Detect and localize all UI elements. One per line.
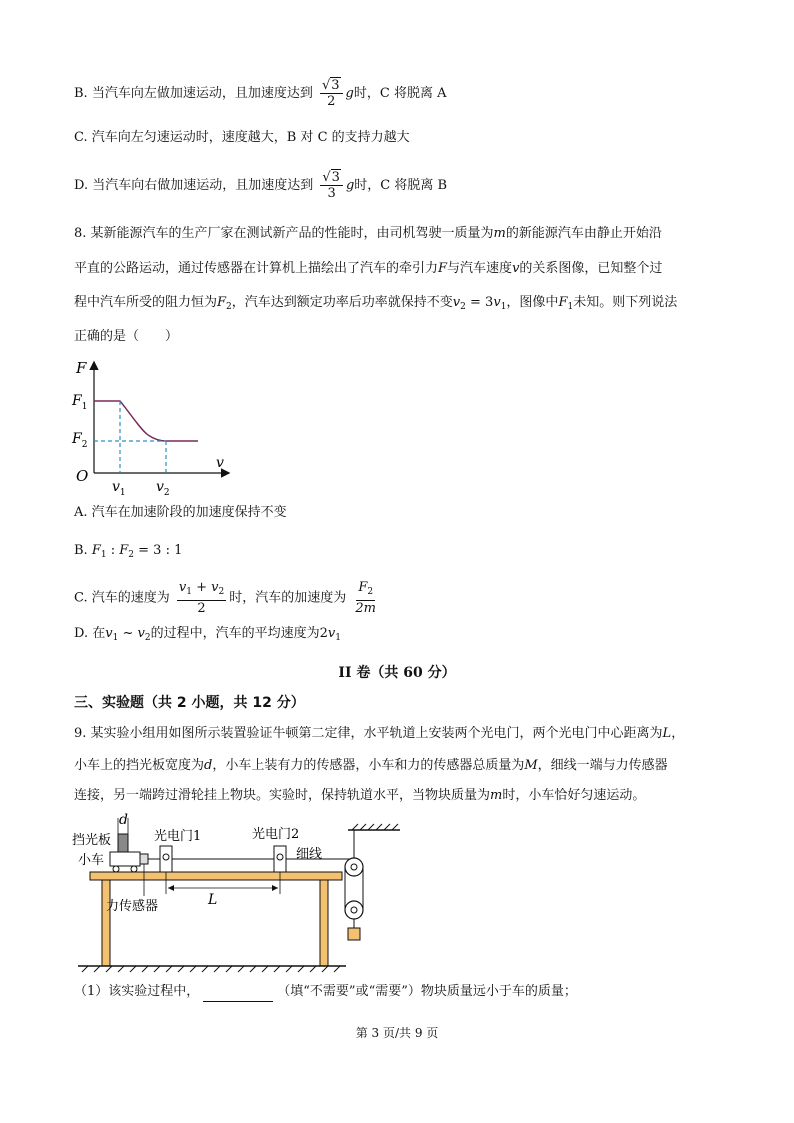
fraction: $\frac{√3}{2}$: [320, 78, 343, 109]
table-top: [90, 872, 342, 880]
option-8b: B. $F_1$ : $F_2 = 3$ : 1: [74, 543, 183, 560]
label-v1: $v_1$: [112, 479, 126, 495]
table-leg-right: [320, 880, 328, 966]
label-car: 小车: [78, 853, 105, 868]
label-F2: $F_2$: [72, 431, 88, 450]
label-v2: $v_2$: [156, 479, 170, 495]
force-velocity-graph: [70, 355, 240, 495]
q9-line2: 小车上的挡光板宽度为d，小车上装有力的传感器，小车和力的传感器总质量为M，细线一端与力传感器: [74, 758, 668, 773]
table-leg-left: [102, 880, 110, 966]
q9-line3: 连接，另一端跨过滑轮挂上物块。实验时，保持轨道水平，当物块质量为m时，小车恰好匀速运动。: [74, 788, 646, 803]
curve: [94, 401, 198, 441]
fraction: $\frac{√3}{3}$: [320, 170, 343, 201]
q8-line1: 8. 某新能源汽车的生产厂家在测试新产品的性能时，由司机驾驶一质量为m的新能源汽车由静止开始沿: [74, 226, 662, 241]
label-shield: 挡光板: [72, 833, 112, 848]
answer-blank[interactable]: [203, 987, 273, 1002]
part-heading: II 卷（共 60 分）: [338, 665, 456, 681]
label-v: v: [216, 455, 224, 471]
option-7b: B. 当汽车向左做加速运动，且加速度达到 $\frac{√3}{2}$ g时，C 将脱离 A: [74, 78, 447, 109]
option-8d: D. 在$v_1$ ~ $v_2$的过程中，汽车的平均速度为$2v_1$: [74, 626, 341, 643]
fraction: $\frac{F_2}{2m}$: [355, 580, 377, 616]
q9-sub1: （1）该实验过程中， （填“不需要”或“需要”）物块质量远小于车的质量；: [74, 982, 577, 1002]
apparatus-figure: [70, 810, 420, 975]
label-d: d: [119, 812, 128, 828]
hanging-block: [348, 928, 360, 940]
cart: [110, 852, 140, 866]
option-7d: D. 当汽车向右做加速运动，且加速度达到 $\frac{√3}{3}$ g时，C 将脱离 B: [74, 170, 448, 201]
option-7c: C. 汽车向左匀速运动时，速度越大，B 对 C 的支持力越大: [74, 130, 410, 145]
label-F1: $F_1$: [72, 393, 88, 412]
option-8c: C. 汽车的速度为 $\frac{v_1 + v_2}{2}$ 时，汽车的加速度为 $\frac{F_2}{2m}$: [74, 580, 377, 616]
fraction: $\frac{v_1 + v_2}{2}$: [178, 580, 225, 616]
page-footer: 第 3 页/共 9 页: [355, 1026, 439, 1040]
q8-line2: 平直的公路运动，通过传感器在计算机上描绘出了汽车的牵引力F与汽车速度v的关系图像，已知整个过: [74, 261, 663, 276]
q8-line3: 程中汽车所受的阻力恒为$F_2$，汽车达到额定功率后功率就保持不变$v_2 = 3v_1$，图像中$F_1$未知。则下列说法: [74, 295, 678, 312]
label-L: L: [208, 892, 218, 908]
shield-plate: [118, 834, 128, 852]
force-sensor: [140, 854, 148, 864]
label-O: O: [76, 467, 89, 485]
label-gate2: 光电门2: [252, 827, 300, 842]
q9-line1: 9. 某实验小组用如图所示装置验证牛顿第二定律，水平轨道上安装两个光电门，两个光电门中心距离为L，: [74, 726, 685, 741]
section-title: 三、实验题（共 2 小题，共 12 分）: [74, 695, 305, 711]
option-8a: A. 汽车在加速阶段的加速度保持不变: [74, 505, 287, 520]
label-F: F: [76, 359, 87, 377]
label-sensor: 力传感器: [106, 899, 159, 914]
q8-line4: 正确的是（ ）: [74, 329, 179, 344]
label-rope: 细线: [296, 847, 323, 862]
label-gate1: 光电门1: [154, 829, 202, 844]
